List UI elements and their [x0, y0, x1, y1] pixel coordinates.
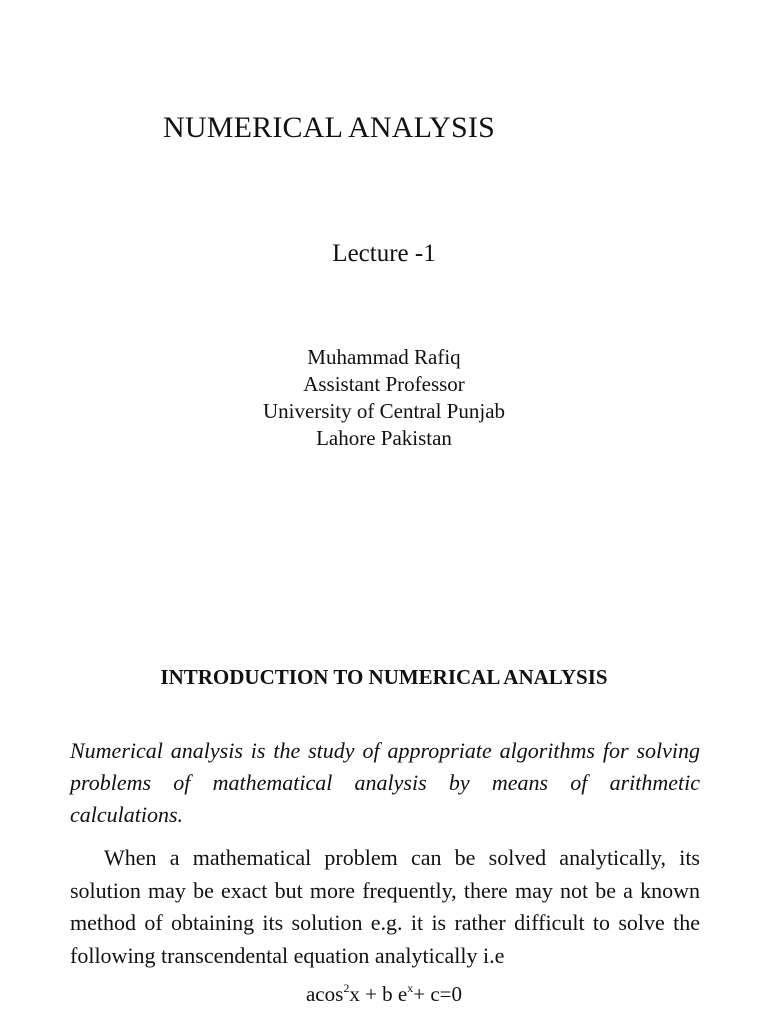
author-name: Muhammad Rafiq: [307, 345, 461, 369]
author-institution: University of Central Punjab: [262, 399, 506, 423]
body-paragraph: When a mathematical problem can be solved analytically, its solution may be exact but more frequently, there may not be a known method of obtaining its solution e.g. it is rather difficult to solve the following transcendental equation analytically i.e: [70, 845, 700, 968]
equation-exponent-1: 2: [343, 981, 350, 995]
equation-exponent-2: x: [407, 981, 414, 995]
transcendental-equation: [0, 982, 768, 1007]
document-title: NUMERICAL ANALYSIS: [163, 111, 496, 144]
equation-part-3: + c=0: [413, 982, 462, 1006]
lecture-number: Lecture -1: [332, 240, 436, 267]
author-block: [0, 344, 768, 452]
definition-paragraph: Numerical analysis is the study of appropriate algorithms for solving problems of mathematical analysis by means of arithmetic calculations.: [70, 738, 700, 827]
equation-part-1: acos: [305, 982, 344, 1006]
equation-part-2: x + b e: [349, 982, 408, 1006]
author-position: Assistant Professor: [303, 372, 465, 396]
section-heading: INTRODUCTION TO NUMERICAL ANALYSIS: [160, 665, 608, 689]
author-location: Lahore Pakistan: [316, 426, 452, 450]
